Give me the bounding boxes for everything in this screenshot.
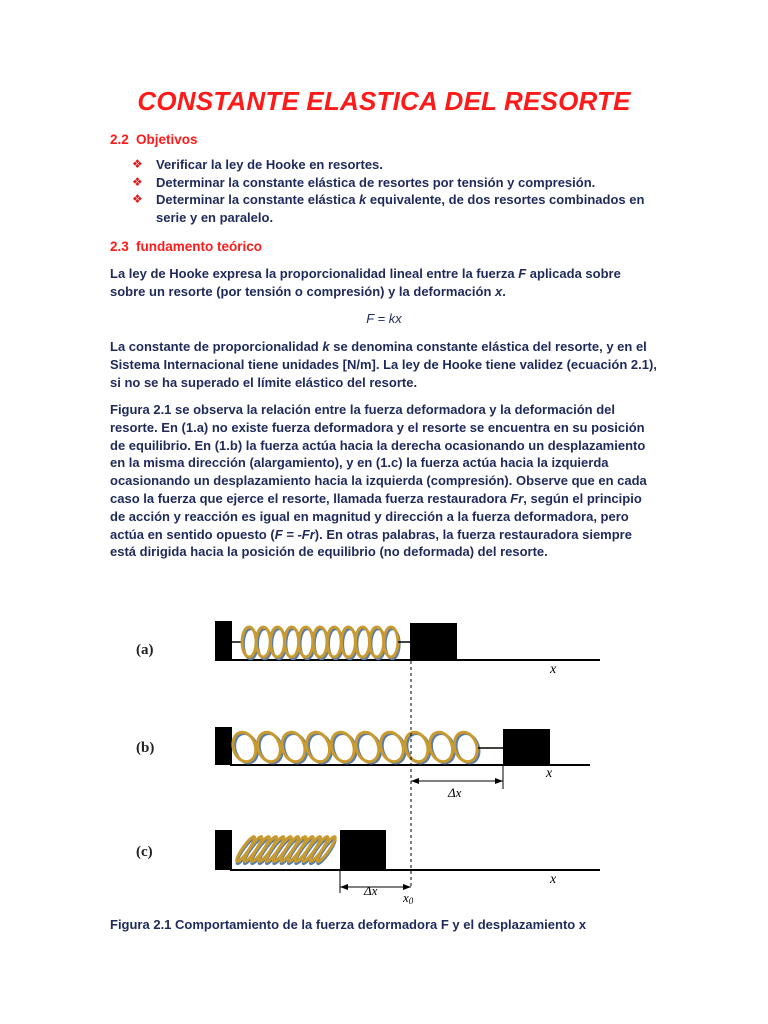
row-c-compressed <box>215 830 600 905</box>
x0-label: x0 <box>403 890 414 905</box>
row-b-stretched <box>215 727 590 800</box>
diamond-bullet-icon: ❖ <box>132 157 143 171</box>
row-label-a: (a) <box>136 642 154 658</box>
row-label-c: (c) <box>136 844 153 860</box>
axis-label-x: x <box>550 662 557 677</box>
paragraph-elastic-constant: La constante de proporcionalidad k se denomina constante elástica del resorte, y en el Sistema Internacional tiene unidades [N/m]. La ley de Hooke tiene validez (ecuación 2.1), si no se ha superado el límite elástico del resorte. <box>110 339 657 390</box>
section-title: Objetivos <box>136 132 198 147</box>
page-title: CONSTANTE ELASTICA DEL RESORTE <box>137 86 631 116</box>
objectives-list <box>132 156 662 226</box>
spring-coil <box>235 835 338 866</box>
figure-caption: Figura 2.1 Comportamiento de la fuerza deformadora F y el desplazamiento x <box>110 917 587 932</box>
block <box>410 623 457 660</box>
section-number: 2.2 <box>110 132 129 147</box>
block <box>340 830 386 870</box>
delta-x-label: Δx <box>448 785 462 800</box>
list-item: ❖ Determinar la constante elástica k equivalente, de dos resortes combinados en serie y en paralelo. <box>132 192 645 225</box>
wall <box>215 727 232 765</box>
paragraph-hooke-law: La ley de Hooke expresa la proporcionalidad lineal entre la fuerza F aplicada sobre sobre un resorte (por tensión o compresión) y la deformación x. <box>110 266 621 299</box>
delta-x-label: Δx <box>364 883 378 898</box>
wall <box>215 621 232 661</box>
section-title: fundamento teórico <box>136 239 263 254</box>
section-heading-objectives <box>110 132 198 147</box>
hooke-formula: F = kx <box>366 311 402 326</box>
wall <box>215 830 232 870</box>
section-number: 2.3 <box>110 239 129 254</box>
list-item: ❖ Determinar la constante elástica de resortes por tensión y compresión. <box>132 174 596 190</box>
axis-label-x: x <box>546 766 553 781</box>
spring-coil <box>229 729 483 766</box>
row-label-b: (b) <box>136 740 155 756</box>
section-heading-theory <box>110 239 262 254</box>
spring-figure <box>130 605 610 905</box>
diamond-bullet-icon: ❖ <box>132 174 143 189</box>
paragraph-figure-description: Figura 2.1 se observa la relación entre la fuerza deformadora y la deformación del resorte. En (1.a) no existe fuerza deformadora y el resorte se encuentra en su posición de equilibrio. En (1.b) la fuerza actúa hacia la derecha ocasionando un desplazamiento en la misma dirección (alargamiento), y en (1.c) la fuerza actúa hacia la izquierda ocasionando un desplazamiento hacia la izquierda (compresión). Observe que en cada caso la fuerza que ejerce el resorte, llamada fuerza restauradora Fr, según el principio de acción y reacción es igual en magnitud y dirección a la fuerza deformadora, pero actúa en sentido opuesto (F = -Fr). En otras palabras, la fuerza restauradora siempre está dirigida hacia la posición de equilibrio (no deformada) del resorte. <box>110 402 647 560</box>
spring-coil <box>242 627 399 659</box>
diamond-bullet-icon: ❖ <box>132 192 143 206</box>
list-item: ❖ Verificar la ley de Hooke en resortes. <box>132 157 383 172</box>
block <box>503 729 550 765</box>
row-a-equilibrium <box>215 621 600 677</box>
axis-label-x: x <box>550 872 557 887</box>
